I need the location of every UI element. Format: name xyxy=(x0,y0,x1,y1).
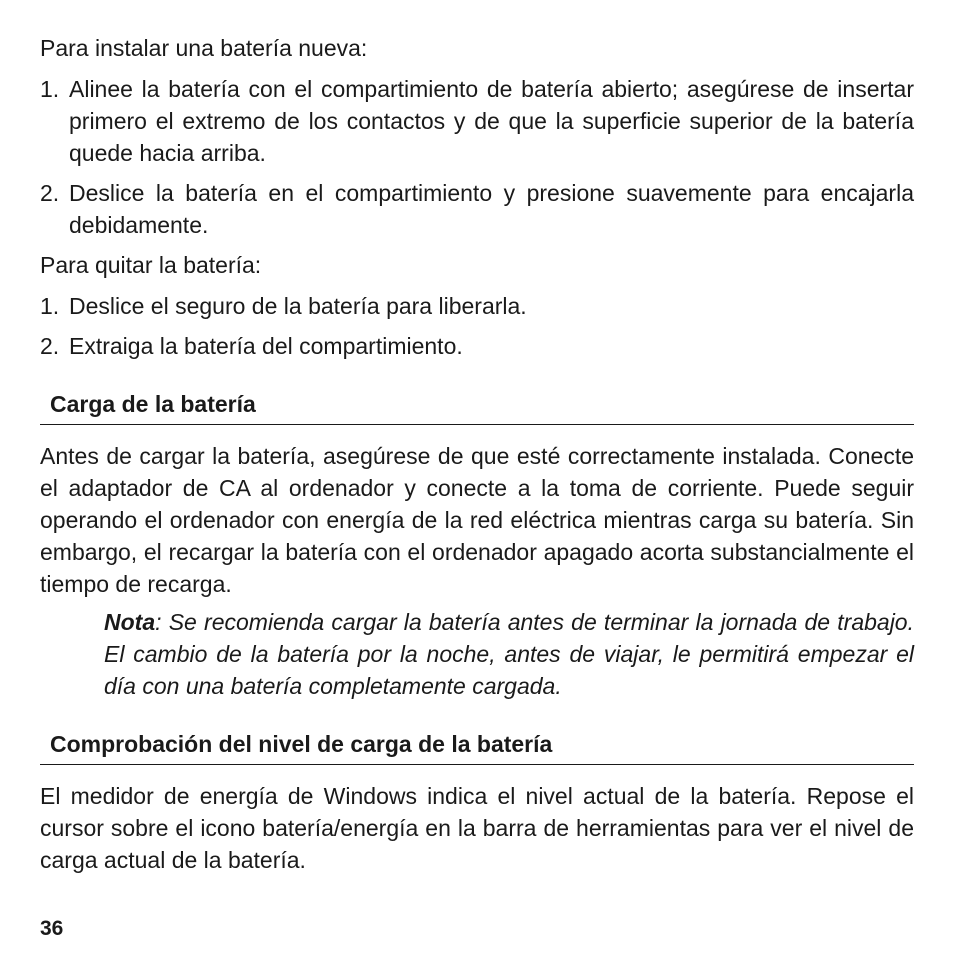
step-text: Alinee la batería con el compartimiento de batería abierto; asegúrese de insertar primero el extremo de los contactos y de que la superficie superior de la batería quede hacia arriba. xyxy=(69,76,914,166)
remove-step-1 xyxy=(40,290,914,322)
step-number: 1. xyxy=(40,76,60,102)
charging-note xyxy=(104,606,914,702)
install-step-2 xyxy=(40,177,914,241)
charging-body: Antes de cargar la batería, asegúrese de que esté correctamente instalada. Conecte el adaptador de CA al ordenador y conecte a la toma de corriente. Puede seguir operando el ordenador con energía de la red eléctrica mientras carga su batería. Sin embargo, el recargar la batería con el ordenador apagado acorta substancialmente el tiempo de recarga. xyxy=(40,443,914,597)
remove-step-2 xyxy=(40,330,914,362)
section-heading-checking: Comprobación del nivel de carga de la batería xyxy=(40,728,914,765)
install-step-1 xyxy=(40,73,914,169)
remove-intro: Para quitar la batería: xyxy=(40,252,262,278)
step-text: Deslice el seguro de la batería para liberarla. xyxy=(69,293,527,319)
step-text: Deslice la batería en el compartimiento y presione suavemente para encajarla debidamente. xyxy=(69,180,914,238)
page-number: 36 xyxy=(40,917,64,940)
checking-body: El medidor de energía de Windows indica el nivel actual de la batería. Repose el cursor sobre el icono batería/energía en la barra de herramientas para ver el nivel de carga actual de la batería. xyxy=(40,783,914,873)
document-page xyxy=(40,32,914,876)
install-intro: Para instalar una batería nueva: xyxy=(40,35,368,61)
step-number: 2. xyxy=(40,333,60,359)
step-number: 2. xyxy=(40,180,60,206)
note-label: Nota xyxy=(104,609,156,635)
section-heading-charging: Carga de la batería xyxy=(40,388,914,425)
step-text: Extraiga la batería del compartimiento. xyxy=(69,333,463,359)
note-text: : Se recomienda cargar la batería antes de terminar la jornada de trabajo. El cambio de la batería por la noche, antes de viajar, le permitirá empezar el día con una batería completamente cargada. xyxy=(104,609,914,699)
step-number: 1. xyxy=(40,293,60,319)
